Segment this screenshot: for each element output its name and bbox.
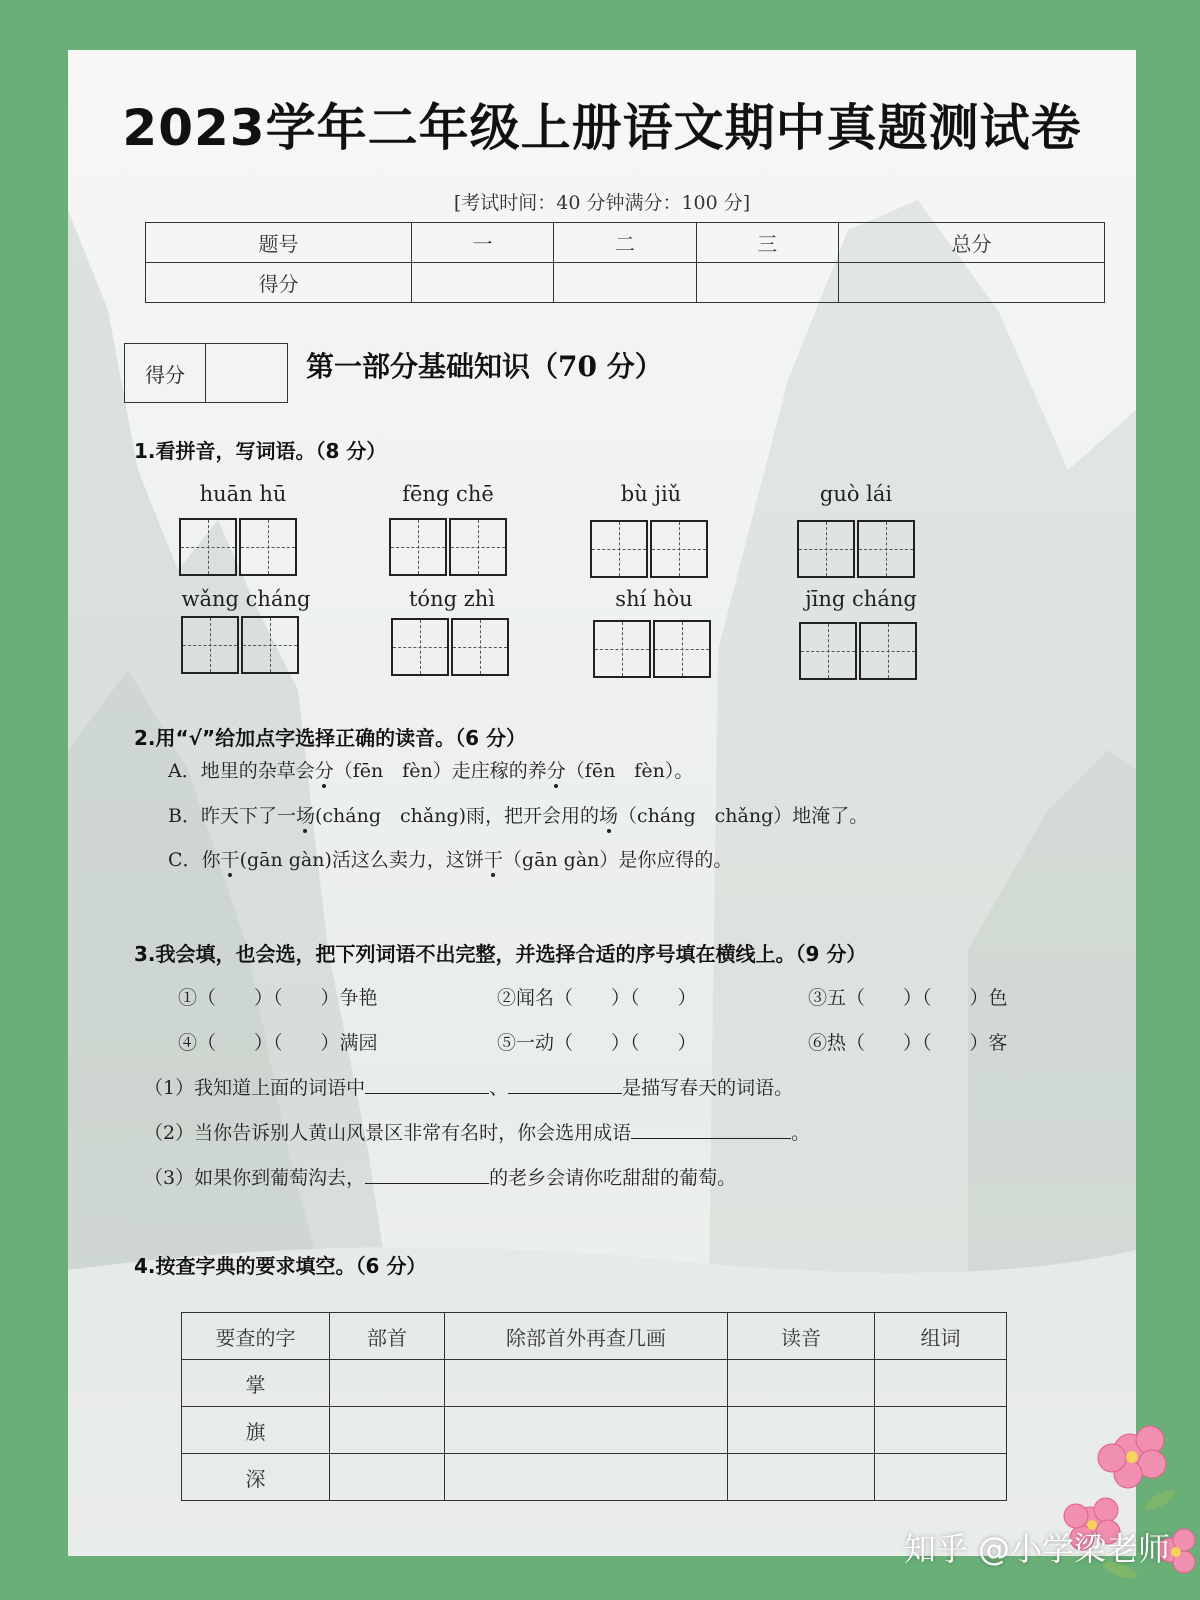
question-2-title: 2.用“√”给加点字选择正确的读音。（6 分） — [134, 726, 527, 750]
score-header-cell: 二 — [554, 223, 696, 263]
section-score-label: 得分 — [125, 344, 206, 402]
score-input-cell[interactable] — [838, 263, 1104, 303]
fill-sentence-3: （3）如果你到葡萄沟去， 的老乡会请你吃甜甜的葡萄。 — [144, 1167, 737, 1189]
answer-blank[interactable] — [631, 1120, 791, 1139]
pinyin-label: huān hū — [199, 482, 287, 506]
idiom-blank[interactable]: ⑥热（ ）（ ）客 — [808, 1032, 1008, 1054]
question-2-option-b: B．昨天下了一场(cháng chǎng)雨，把开会用的场（cháng chǎng）地淹了。 — [168, 805, 869, 827]
flower-decoration — [1060, 1400, 1200, 1600]
writing-grid[interactable] — [181, 616, 301, 674]
question-4-title: 4.按查字典的要求填空。（6 分） — [134, 1254, 427, 1278]
score-header-cell: 总分 — [838, 223, 1104, 263]
question-3-title: 3.我会填，也会选，把下列词语不出完整，并选择合适的序号填在横线上。（9 分） — [134, 942, 867, 966]
writing-grid[interactable] — [799, 622, 919, 680]
idiom-blank[interactable]: ②闻名（ ）（ ） — [497, 987, 697, 1009]
watermark: 知乎 @小学梁老师 — [903, 1530, 1170, 1568]
pinyin-label: tóng zhì — [408, 587, 496, 611]
pinyin-label: fēng chē — [402, 482, 494, 506]
idiom-blank[interactable]: ⑤一动（ ）（ ） — [497, 1032, 697, 1054]
dict-header-cell: 组词 — [875, 1313, 1007, 1360]
pinyin-label: jīng cháng — [805, 587, 917, 611]
section-title: 第一部分基础知识（70 分） — [306, 350, 663, 383]
dict-answer-cell[interactable] — [875, 1454, 1007, 1501]
writing-grid[interactable] — [391, 618, 511, 676]
dict-answer-cell[interactable] — [728, 1407, 875, 1454]
score-header-cell: 三 — [696, 223, 838, 263]
pinyin-label: guò lái — [819, 482, 893, 506]
dict-header-cell: 部首 — [330, 1313, 445, 1360]
dict-answer-cell[interactable] — [728, 1454, 875, 1501]
dict-header-cell: 要查的字 — [182, 1313, 330, 1360]
idiom-blank[interactable]: ①（ ）（ ）争艳 — [178, 987, 378, 1009]
fill-sentence-1: （1）我知道上面的词语中 、 是描写春天的词语。 — [144, 1077, 794, 1099]
pinyin-label: wǎng cháng — [181, 587, 311, 611]
section-score-box — [124, 343, 288, 403]
dict-answer-cell[interactable] — [445, 1360, 728, 1407]
writing-grid[interactable] — [797, 520, 917, 578]
dict-answer-cell[interactable] — [875, 1407, 1007, 1454]
idiom-blank[interactable]: ③五（ ）（ ）色 — [808, 987, 1008, 1009]
dict-answer-cell[interactable] — [728, 1360, 875, 1407]
writing-grid[interactable] — [590, 520, 710, 578]
score-header-cell: 题号 — [146, 223, 412, 263]
fill-sentence-2: （2）当你告诉别人黄山风景区非常有名时，你会选用成语 。 — [144, 1122, 811, 1144]
dict-answer-cell[interactable] — [445, 1454, 728, 1501]
exam-info: [考试时间：40 分钟满分：100 分] — [453, 192, 751, 214]
dict-char-cell: 掌 — [182, 1360, 330, 1407]
dict-answer-cell[interactable] — [330, 1454, 445, 1501]
section-score-input[interactable] — [206, 344, 287, 402]
answer-blank[interactable] — [365, 1165, 489, 1184]
dict-header-cell: 除部首外再查几画 — [445, 1313, 728, 1360]
dict-header-cell: 读音 — [728, 1313, 875, 1360]
dictionary-table — [181, 1312, 1007, 1501]
writing-grid[interactable] — [179, 518, 299, 576]
exam-paper — [68, 50, 1136, 1556]
score-input-cell[interactable] — [696, 263, 838, 303]
score-row-label: 得分 — [146, 263, 412, 303]
question-1-title: 1.看拼音，写词语。（8 分） — [134, 439, 387, 463]
answer-blank[interactable] — [508, 1075, 622, 1094]
score-header-cell: 一 — [412, 223, 554, 263]
dict-answer-cell[interactable] — [875, 1360, 1007, 1407]
dict-answer-cell[interactable] — [330, 1360, 445, 1407]
dict-char-cell: 旗 — [182, 1407, 330, 1454]
dict-answer-cell[interactable] — [330, 1407, 445, 1454]
dict-char-cell: 深 — [182, 1454, 330, 1501]
answer-blank[interactable] — [365, 1075, 489, 1094]
dict-answer-cell[interactable] — [445, 1407, 728, 1454]
page-title: 2023学年二年级上册语文期中真题测试卷 — [122, 99, 1082, 157]
score-input-cell[interactable] — [412, 263, 554, 303]
question-2-option-c: C．你干(gān gàn)活这么卖力，这饼干（gān gàn）是你应得的。 — [168, 849, 733, 871]
score-table — [145, 222, 1105, 303]
pinyin-label: shí hòu — [615, 587, 693, 611]
score-input-cell[interactable] — [554, 263, 696, 303]
writing-grid[interactable] — [389, 518, 509, 576]
writing-grid[interactable] — [593, 620, 713, 678]
pinyin-label: bù jiǔ — [620, 482, 682, 506]
question-2-option-a: A．地里的杂草会分（fēn fèn）走庄稼的养分（fēn fèn）。 — [168, 760, 694, 782]
idiom-blank[interactable]: ④（ ）（ ）满园 — [178, 1032, 378, 1054]
